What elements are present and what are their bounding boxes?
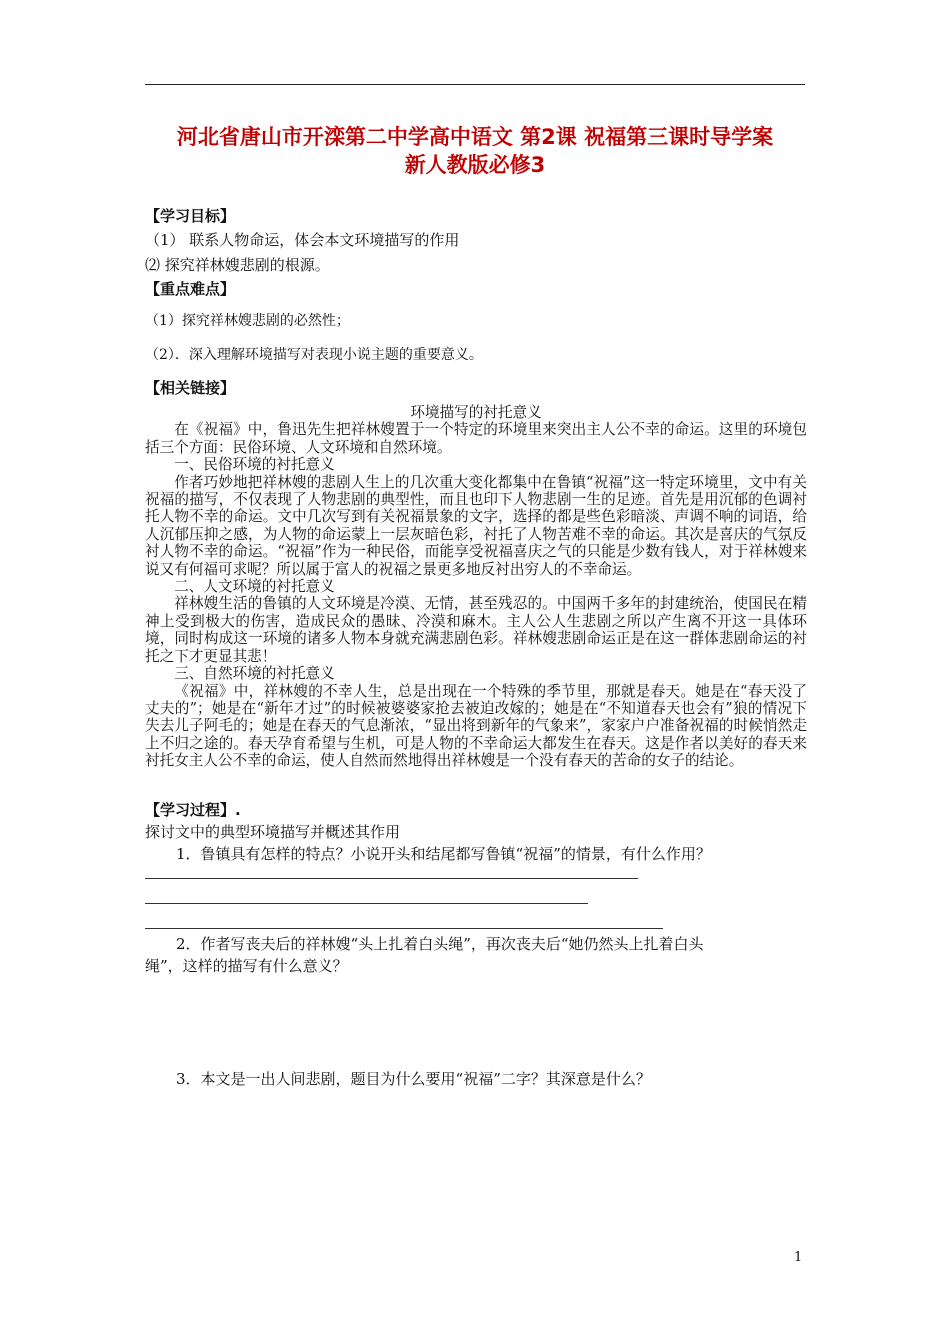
document-title-line1: 河北省唐山市开滦第二中学高中语文 第2课 祝福第三课时导学案 xyxy=(176,125,774,149)
links-heading: 【相关链接】 xyxy=(145,379,236,397)
question-1: 1．鲁镇具有怎样的特点？小说开头和结尾都写鲁镇“祝福”的情景，有什么作用？ xyxy=(176,845,711,863)
article-paragraph-2: 祥林嫂生活的鲁镇的人文环境是冷漠、无情，甚至残忍的。中国两千多年的封建统治，使国民在精神上受到极大的伤害，造成民众的愚昧、冷漠和麻木。主人公人生悲剧之所以产生离不开这一具体环境，同时构成这一环境的诸多人物本身就充满悲剧色彩。祥林嫂悲剧命运正是在这一群体悲剧命运的衬托之下才更显其悲！ xyxy=(145,595,807,665)
answer-line[interactable] xyxy=(145,903,588,904)
page-number: 1 xyxy=(794,1250,803,1265)
answer-line[interactable] xyxy=(145,878,638,879)
linked-article xyxy=(145,404,807,770)
article-paragraph-1: 作者巧妙地把祥林嫂的悲剧人生上的几次重大变化都集中在鲁镇“祝福”这一特定环境里，文中有关祝福的描写，不仅表现了人物悲剧的典型性，而且也印下人物悲剧一生的足迹。首先是用沉郁的色调衬托人物不幸的命运。文中几次写到有关祝福景象的文字，选择的都是些色彩暗淡、声调不响的词语，给人沉郁压抑之感，为人物的命运蒙上一层灰暗色彩，衬托了人物苦难不幸的命运。其次是喜庆的气氛反衬人物不幸的命运。“祝福”作为一种民俗，而能享受祝福喜庆之气的只能是少数有钱人，对于祥林嫂来说又有何福可求呢？所以属于富人的祝福之景更多地反衬出穷人的不幸命运。 xyxy=(145,473,807,578)
article-subheading-3: 三、自然环境的衬托意义 xyxy=(174,665,335,683)
header-rule xyxy=(145,84,805,85)
process-intro: 探讨文中的典型环境描写并概述其作用 xyxy=(145,823,401,841)
answer-line[interactable] xyxy=(145,928,663,929)
question-3: 3．本文是一出人间悲剧，题目为什么要用“祝福”二字？其深意是什么？ xyxy=(176,1070,651,1088)
question-2-line1: 2．作者写丧夫后的祥林嫂“头上扎着白头绳”，再次丧夫后“她仍然头上扎着白头 xyxy=(176,935,704,953)
article-intro: 在《祝福》中，鲁迅先生把祥林嫂置于一个特定的环境里来突出主人公不幸的命运。这里的环境包括三个方面：民俗环境、人文环境和自然环境。 xyxy=(145,421,807,456)
article-subheading-1: 一、民俗环境的衬托意义 xyxy=(174,456,335,474)
goals-heading: 【学习目标】 xyxy=(145,207,236,225)
article-paragraph-3: 《祝福》中，祥林嫂的不幸人生，总是出现在一个特殊的季节里，那就是春天。她是在“春天没了丈夫的”；她是在“新年才过”的时候被婆婆家抢去被迫改嫁的；她是在“不知道春天也会有”狼的情况下失去儿子阿毛的；她是在春天的气息渐浓，“显出将到新年的气象来”，家家户户准备祝福的时候悄然走上不归之途的。春天孕育希望与生机，可是人物的不幸命运大都发生在春天。这是作者以美好的春天来衬托女主人公不幸的命运，使人自然而然地得出祥林嫂是一个没有春天的苦命的女子的结论。 xyxy=(145,682,807,770)
document-title-line2: 新人教版必修3 xyxy=(404,153,546,177)
process-heading: 【学习过程】. xyxy=(145,801,241,819)
article-subheading-2: 二、人文环境的衬托意义 xyxy=(174,578,335,596)
goal-item-2: ⑵ 探究祥林嫂悲剧的根源。 xyxy=(145,256,330,274)
keypoint-item-1: （1）探究祥林嫂悲剧的必然性； xyxy=(145,313,350,329)
keypoint-item-2: （2）．深入理解环境描写对表现小说主题的重要意义。 xyxy=(145,347,483,363)
keypoints-heading: 【重点难点】 xyxy=(145,280,236,298)
article-title: 环境描写的衬托意义 xyxy=(410,404,542,421)
question-2-line2: 绳”，这样的描写有什么意义？ xyxy=(145,957,348,975)
goal-item-1: （1） 联系人物命运，体会本文环境描写的作用 xyxy=(145,231,460,249)
